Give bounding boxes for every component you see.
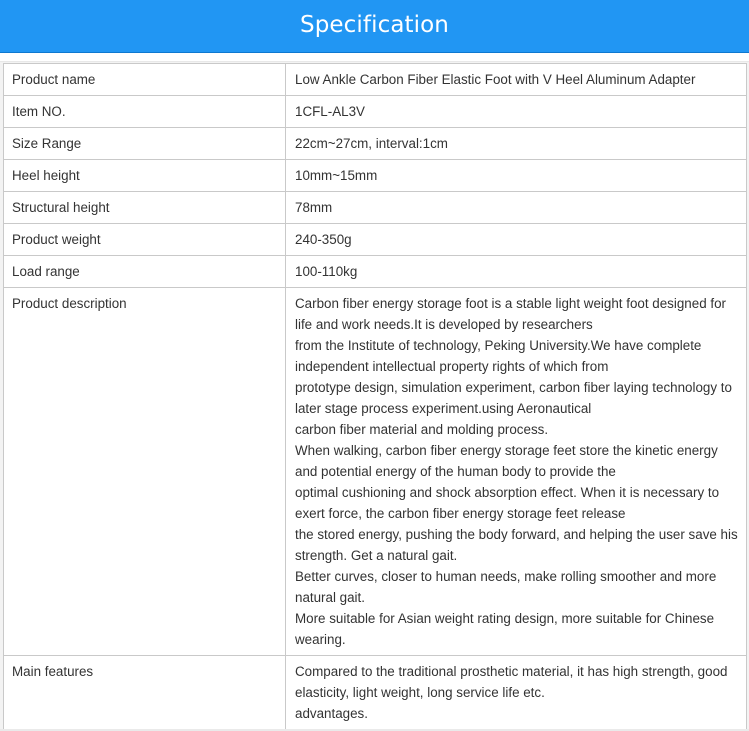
spec-table [3, 63, 747, 730]
spec-value: 240-350g [286, 224, 747, 256]
description-line: More suitable for Asian weight rating design, more suitable for Chinese wearing. [295, 611, 715, 647]
spec-value: 78mm [286, 192, 747, 224]
spec-value: 1CFL-AL3V [286, 96, 747, 128]
features-line: advantages. [295, 706, 368, 721]
description-line: carbon fiber material and molding process. [295, 422, 549, 437]
spec-label: Size Range [4, 128, 286, 160]
table-row-features [4, 656, 747, 730]
spec-label: Main features [4, 656, 286, 730]
spec-table-container [0, 61, 749, 731]
table-row [4, 160, 747, 192]
page-title: Specification [300, 12, 449, 38]
product-description [286, 288, 747, 656]
spec-value: Low Ankle Carbon Fiber Elastic Foot with V Heel Aluminum Adapter [286, 64, 747, 96]
features-line: Compared to the traditional prosthetic material, it has high strength, good elasticity, light weight, long service life etc. [295, 664, 728, 700]
table-row [4, 224, 747, 256]
description-line: When walking, carbon fiber energy storage feet store the kinetic energy and potential energy of the human body to provide the [295, 443, 718, 479]
table-row [4, 256, 747, 288]
spec-label: Product description [4, 288, 286, 656]
description-line: Better curves, closer to human needs, make rolling smoother and more natural gait. [295, 569, 717, 605]
spec-label: Structural height [4, 192, 286, 224]
spec-label: Item NO. [4, 96, 286, 128]
table-row-description [4, 288, 747, 656]
description-line: from the Institute of technology, Peking University.We have complete independent intellectual property rights of which from [295, 338, 702, 374]
table-row [4, 192, 747, 224]
spec-value: 10mm~15mm [286, 160, 747, 192]
description-line: prototype design, simulation experiment, carbon fiber laying technology to later stage process experiment.using Aeronautical [295, 380, 732, 416]
description-line: the stored energy, pushing the body forward, and helping the user save his strength. Get a natural gait. [295, 527, 738, 563]
spec-label: Heel height [4, 160, 286, 192]
main-features [286, 656, 747, 730]
spec-label: Product name [4, 64, 286, 96]
table-row [4, 128, 747, 160]
spec-value: 100-110kg [286, 256, 747, 288]
spec-label: Load range [4, 256, 286, 288]
table-row [4, 96, 747, 128]
description-line: optimal cushioning and shock absorption effect. When it is necessary to exert force, the carbon fiber energy storage feet release [295, 485, 720, 521]
spec-value: 22cm~27cm, interval:1cm [286, 128, 747, 160]
spec-header-bar [0, 0, 749, 53]
spec-label: Product weight [4, 224, 286, 256]
description-line: Carbon fiber energy storage foot is a stable light weight foot designed for life and work needs.It is developed by researchers [295, 296, 726, 332]
table-row [4, 64, 747, 96]
